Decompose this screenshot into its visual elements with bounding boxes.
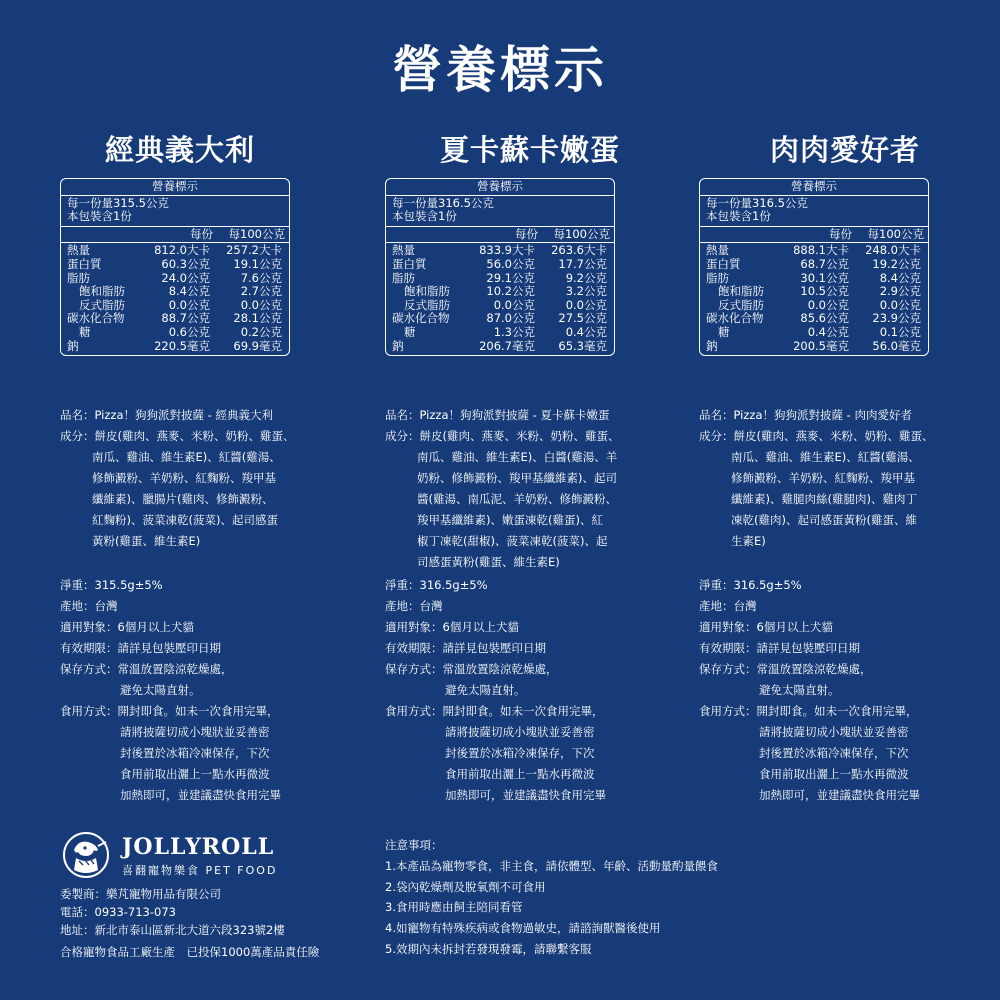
per-serving-value: 68.7公克 (800, 256, 849, 271)
nutrient-name: 鈉 (67, 338, 79, 353)
nutrition-row (700, 258, 928, 272)
meta-line: 避免太陽直射。 (759, 683, 840, 697)
notes-item: 1.本產品為寵物零食，非主食，請依體型、年齡、活動量酌量餵食 (385, 858, 718, 873)
per-serving-value: 0.0公克 (493, 297, 535, 312)
ingredient-line: 成分：餅皮(雞肉、燕麥、米粉、奶粉、雞蛋、 (699, 429, 934, 443)
per-100g-value: 3.2公克 (565, 284, 607, 299)
meta-line: 請將披薩切成小塊狀並妥善密 (120, 725, 270, 739)
nutrient-name: 鈉 (706, 338, 718, 353)
nutrient-name: 飽和脂肪 (718, 284, 764, 299)
per-serving-value: 888.1大卡 (793, 243, 849, 258)
per-100g-value: 0.1公克 (879, 324, 921, 339)
nutrition-table-title: 營養標示 (386, 179, 614, 196)
nutrient-name: 蛋白質 (67, 256, 102, 271)
ingredient-line: 成分：餅皮(雞肉、燕麥、米粉、奶粉、雞蛋、 (385, 429, 620, 443)
nutrition-row (700, 299, 928, 313)
meta-line: 適用對象：6個月以上犬貓 (60, 620, 194, 634)
meta-line: 產地：台灣 (60, 599, 118, 613)
ingredient-line: 醬(雞湯、南瓜泥、羊奶粉、修飾澱粉、 (417, 492, 617, 506)
nutrient-name: 碳水化合物 (706, 311, 764, 326)
per-serving-value: 833.9大卡 (479, 243, 535, 258)
meta-line: 請將披薩切成小塊狀並妥善密 (759, 725, 909, 739)
col-per-serving: 每份 (515, 226, 538, 241)
product-title: 夏卡蘇卡嫩蛋 (439, 133, 620, 167)
per-100g-value: 0.4公克 (565, 324, 607, 339)
per-100g-value: 0.0公克 (565, 297, 607, 312)
nutrition-row (61, 326, 289, 340)
ingredient-line: 纖維素)、雞腿肉絲(雞腿肉)、雞肉丁 (731, 492, 917, 506)
ingredient-line: 奶粉、修飾澱粉、羧甲基纖維素)、起司 (417, 471, 617, 485)
nutrient-name: 反式脂肪 (79, 297, 125, 312)
meta-line: 封後置於冰箱冷凍保存，下次 (759, 746, 909, 760)
meta-line: 請將披薩切成小塊狀並妥善密 (445, 725, 595, 739)
meta-line: 保存方式：常溫放置陰涼乾燥處， (385, 662, 558, 676)
nutrient-name: 熱量 (392, 243, 415, 258)
ingredient-line: 修飾澱粉、羊奶粉、紅麴粉、羧甲基 (92, 471, 276, 485)
nutrition-table (385, 178, 615, 356)
notes-item: 2.袋內乾燥劑及脫氧劑不可食用 (385, 879, 546, 894)
meta-line: 加熱即可，並建議盡快食用完畢 (759, 788, 920, 802)
nutrition-row (700, 326, 928, 340)
meta-line: 食用前取出灑上一點水再微波 (759, 767, 909, 781)
nutrition-table-header (61, 227, 289, 244)
meta-line: 加熱即可，並建議盡快食用完畢 (445, 788, 606, 802)
product-title: 經典義大利 (104, 133, 255, 167)
ingredient-line: 羧甲基纖維素)、嫩蛋凍乾(雞蛋)、紅 (417, 513, 603, 527)
per-100g-value: 17.7公克 (558, 256, 607, 271)
col-per-100g: 每100公克 (553, 226, 610, 241)
ingredients (60, 405, 360, 552)
brand-logo (60, 828, 300, 880)
meta-line: 食用前取出灑上一點水再微波 (120, 767, 270, 781)
per-100g-value: 8.4公克 (879, 270, 921, 285)
meta-line: 加熱即可，並建議盡快食用完畢 (120, 788, 281, 802)
phone: 電話：0933-713-073 (60, 905, 176, 919)
ingredient-line: 南瓜、雞油、維生素E)、紅醬(雞湯、 (92, 450, 281, 464)
per-100g-value: 2.7公克 (240, 284, 282, 299)
ingredient-line: 成分：餅皮(雞肉、燕麥、米粉、奶粉、雞蛋、 (60, 429, 295, 443)
maker: 委製商：樂芃寵物用品有限公司 (60, 887, 221, 901)
nutrient-name: 熱量 (706, 243, 729, 258)
per-100g-value: 7.6公克 (240, 270, 282, 285)
nutrition-row (61, 258, 289, 272)
ingredient-line: 修飾澱粉、羊奶粉、紅麴粉、羧甲基 (731, 471, 915, 485)
meta-line: 保存方式：常溫放置陰涼乾燥處， (699, 662, 872, 676)
nutrition-row (61, 285, 289, 299)
nutrition-row (61, 244, 289, 258)
nutrient-name: 熱量 (67, 243, 90, 258)
notes-item: 5.效期內未拆封若發現發霉，請聯繫客服 (385, 941, 592, 956)
product-meta (60, 575, 360, 806)
company-info (60, 885, 319, 961)
serving-info (61, 196, 289, 227)
nutrition-table-header (386, 227, 614, 244)
per-serving-value: 1.3公克 (493, 324, 535, 339)
per-100g-value: 27.5公克 (558, 311, 607, 326)
nutrition-row (700, 340, 928, 355)
ingredient-line: 紅麴粉)、菠菜凍乾(菠菜)、起司感蛋 (92, 513, 278, 527)
serving-size: 每一份量316.5公克 (392, 195, 494, 210)
nutrient-name: 碳水化合物 (392, 311, 450, 326)
col-per-serving: 每份 (829, 226, 852, 241)
serving-info (386, 196, 614, 227)
notes-title: 注意事項： (385, 838, 443, 852)
per-serving-value: 10.5公克 (800, 284, 849, 299)
per-100g-value: 0.0公克 (240, 297, 282, 312)
notes-item: 4.如寵物有特殊疾病或食物過敏史，請諮詢獸醫後使用 (385, 921, 661, 936)
per-100g-value: 19.2公克 (872, 256, 921, 271)
nutrient-name: 糖 (79, 324, 91, 339)
ingredient-line: 纖維素)、臘腸片(雞肉、修飾澱粉、 (92, 492, 274, 506)
nutrition-row (386, 326, 614, 340)
col-per-100g: 每100公克 (867, 226, 924, 241)
ingredient-line: 司感蛋黃粉(雞蛋、維生素E) (417, 555, 560, 569)
brand-subtitle: 喜翻寵物樂食 PET FOOD (122, 864, 278, 877)
meta-line: 淨重：316.5g±5% (385, 578, 488, 592)
product-meta (385, 575, 685, 806)
per-100g-value: 9.2公克 (565, 270, 607, 285)
ingredient-line: 生素E) (731, 534, 766, 548)
serving-size: 每一份量316.5公克 (706, 195, 808, 210)
dog-mascot-icon (60, 828, 112, 880)
meta-line: 封後置於冰箱冷凍保存，下次 (120, 746, 270, 760)
meta-line: 封後置於冰箱冷凍保存，下次 (445, 746, 595, 760)
col-per-100g: 每100公克 (228, 226, 285, 241)
per-100g-value: 56.0毫克 (872, 338, 921, 353)
notes (385, 835, 718, 960)
nutrition-row (386, 272, 614, 286)
nutrient-name: 脂肪 (67, 270, 90, 285)
ingredient-line: 品名：Pizza！狗狗派對披薩 - 肉肉愛好者 (699, 408, 912, 422)
meta-line: 避免太陽直射。 (445, 683, 526, 697)
nutrition-row (61, 312, 289, 326)
per-100g-value: 0.2公克 (240, 324, 282, 339)
nutrition-row (700, 244, 928, 258)
per-100g-value: 69.9毫克 (233, 338, 282, 353)
per-serving-value: 10.2公克 (486, 284, 535, 299)
nutrition-row (386, 258, 614, 272)
per-100g-value: 0.0公克 (879, 297, 921, 312)
nutrient-name: 飽和脂肪 (79, 284, 125, 299)
per-100g-value: 248.0大卡 (865, 243, 921, 258)
ingredient-line: 椒丁凍乾(甜椒)、菠菜凍乾(菠菜)、起 (417, 534, 608, 548)
per-100g-value: 65.3毫克 (558, 338, 607, 353)
nutrition-row (386, 312, 614, 326)
per-serving-value: 88.7公克 (161, 311, 210, 326)
per-serving-value: 0.0公克 (168, 297, 210, 312)
meta-line: 食用方式：開封即食。如未一次食用完畢， (385, 704, 604, 718)
notes-item: 3.食用時應由飼主陪同看管 (385, 900, 523, 915)
col-per-serving: 每份 (190, 226, 213, 241)
per-serving-value: 60.3公克 (161, 256, 210, 271)
per-serving-value: 0.0公克 (807, 297, 849, 312)
nutrient-name: 碳水化合物 (67, 311, 125, 326)
nutrition-table-title: 營養標示 (700, 179, 928, 196)
per-serving-value: 206.7毫克 (479, 338, 535, 353)
nutrition-row (386, 285, 614, 299)
ingredient-line: 黃粉(雞蛋、維生素E) (92, 534, 201, 548)
nutrition-row (61, 340, 289, 355)
meta-line: 有效期限：請詳見包裝壓印日期 (699, 641, 860, 655)
ingredient-line: 品名：Pizza！狗狗派對披薩 - 經典義大利 (60, 408, 273, 422)
nutrition-row (386, 299, 614, 313)
per-serving-value: 87.0公克 (486, 311, 535, 326)
nutrient-name: 反式脂肪 (718, 297, 764, 312)
ingredient-line: 南瓜、雞油、維生素E)、紅醬(雞湯、 (731, 450, 920, 464)
certification: 合格寵物食品工廠生產 已投保1000萬產品責任險 (60, 945, 320, 959)
meta-line: 產地：台灣 (385, 599, 443, 613)
nutrient-name: 鈉 (392, 338, 404, 353)
nutrition-table-title: 營養標示 (61, 179, 289, 196)
meta-line: 適用對象：6個月以上犬貓 (699, 620, 833, 634)
address: 地址：新北市泰山區新北大道六段323號2樓 (60, 923, 285, 937)
ingredient-line: 南瓜、雞油、維生素E)、白醬(雞湯、羊 (417, 450, 618, 464)
product-title: 肉肉愛好者 (769, 133, 920, 167)
nutrition-row (700, 285, 928, 299)
nutrient-name: 蛋白質 (392, 256, 427, 271)
ingredient-line: 品名：Pizza！狗狗派對披薩 - 夏卡蘇卡嫩蛋 (385, 408, 610, 422)
meta-line: 食用方式：開封即食。如未一次食用完畢， (699, 704, 918, 718)
servings-per-package: 本包裝含1份 (706, 209, 771, 224)
nutrient-name: 糖 (718, 324, 730, 339)
per-100g-value: 23.9公克 (872, 311, 921, 326)
meta-line: 淨重：316.5g±5% (699, 578, 802, 592)
nutrition-row (386, 244, 614, 258)
meta-line: 保存方式：常溫放置陰涼乾燥處， (60, 662, 233, 676)
per-serving-value: 56.0公克 (486, 256, 535, 271)
per-serving-value: 30.1公克 (800, 270, 849, 285)
per-serving-value: 8.4公克 (168, 284, 210, 299)
product-meta (699, 575, 999, 806)
servings-per-package: 本包裝含1份 (67, 209, 132, 224)
nutrient-name: 反式脂肪 (404, 297, 450, 312)
servings-per-package: 本包裝含1份 (392, 209, 457, 224)
per-100g-value: 2.9公克 (879, 284, 921, 299)
meta-line: 產地：台灣 (699, 599, 757, 613)
nutrition-table-header (700, 227, 928, 244)
page-title: 營養標示 (392, 41, 608, 99)
per-serving-value: 0.6公克 (168, 324, 210, 339)
meta-line: 避免太陽直射。 (120, 683, 201, 697)
nutrient-name: 脂肪 (392, 270, 415, 285)
per-serving-value: 0.4公克 (807, 324, 849, 339)
per-serving-value: 29.1公克 (486, 270, 535, 285)
nutrition-row (61, 272, 289, 286)
brand-name: JOLLYROLL (122, 834, 275, 860)
per-serving-value: 24.0公克 (161, 270, 210, 285)
per-100g-value: 28.1公克 (233, 311, 282, 326)
nutrition-row (700, 272, 928, 286)
nutrient-name: 脂肪 (706, 270, 729, 285)
nutrition-row (700, 312, 928, 326)
meta-line: 食用前取出灑上一點水再微波 (445, 767, 595, 781)
nutrient-name: 蛋白質 (706, 256, 741, 271)
meta-line: 有效期限：請詳見包裝壓印日期 (385, 641, 546, 655)
ingredients (385, 405, 685, 573)
serving-info (700, 196, 928, 227)
meta-line: 淨重：315.5g±5% (60, 578, 163, 592)
per-serving-value: 220.5毫克 (154, 338, 210, 353)
nutrition-row (386, 340, 614, 355)
per-serving-value: 812.0大卡 (154, 243, 210, 258)
nutrient-name: 糖 (404, 324, 416, 339)
ingredient-line: 凍乾(雞肉)、起司感蛋黃粉(雞蛋、維 (731, 513, 917, 527)
per-100g-value: 19.1公克 (233, 256, 282, 271)
per-serving-value: 200.5毫克 (793, 338, 849, 353)
per-100g-value: 257.2大卡 (226, 243, 282, 258)
nutrient-name: 飽和脂肪 (404, 284, 450, 299)
per-serving-value: 85.6公克 (800, 311, 849, 326)
serving-size: 每一份量315.5公克 (67, 195, 169, 210)
meta-line: 食用方式：開封即食。如未一次食用完畢， (60, 704, 279, 718)
meta-line: 適用對象：6個月以上犬貓 (385, 620, 519, 634)
meta-line: 有效期限：請詳見包裝壓印日期 (60, 641, 221, 655)
nutrition-row (61, 299, 289, 313)
per-100g-value: 263.6大卡 (551, 243, 607, 258)
ingredients (699, 405, 999, 552)
nutrition-table (60, 178, 290, 356)
nutrition-table (699, 178, 929, 356)
